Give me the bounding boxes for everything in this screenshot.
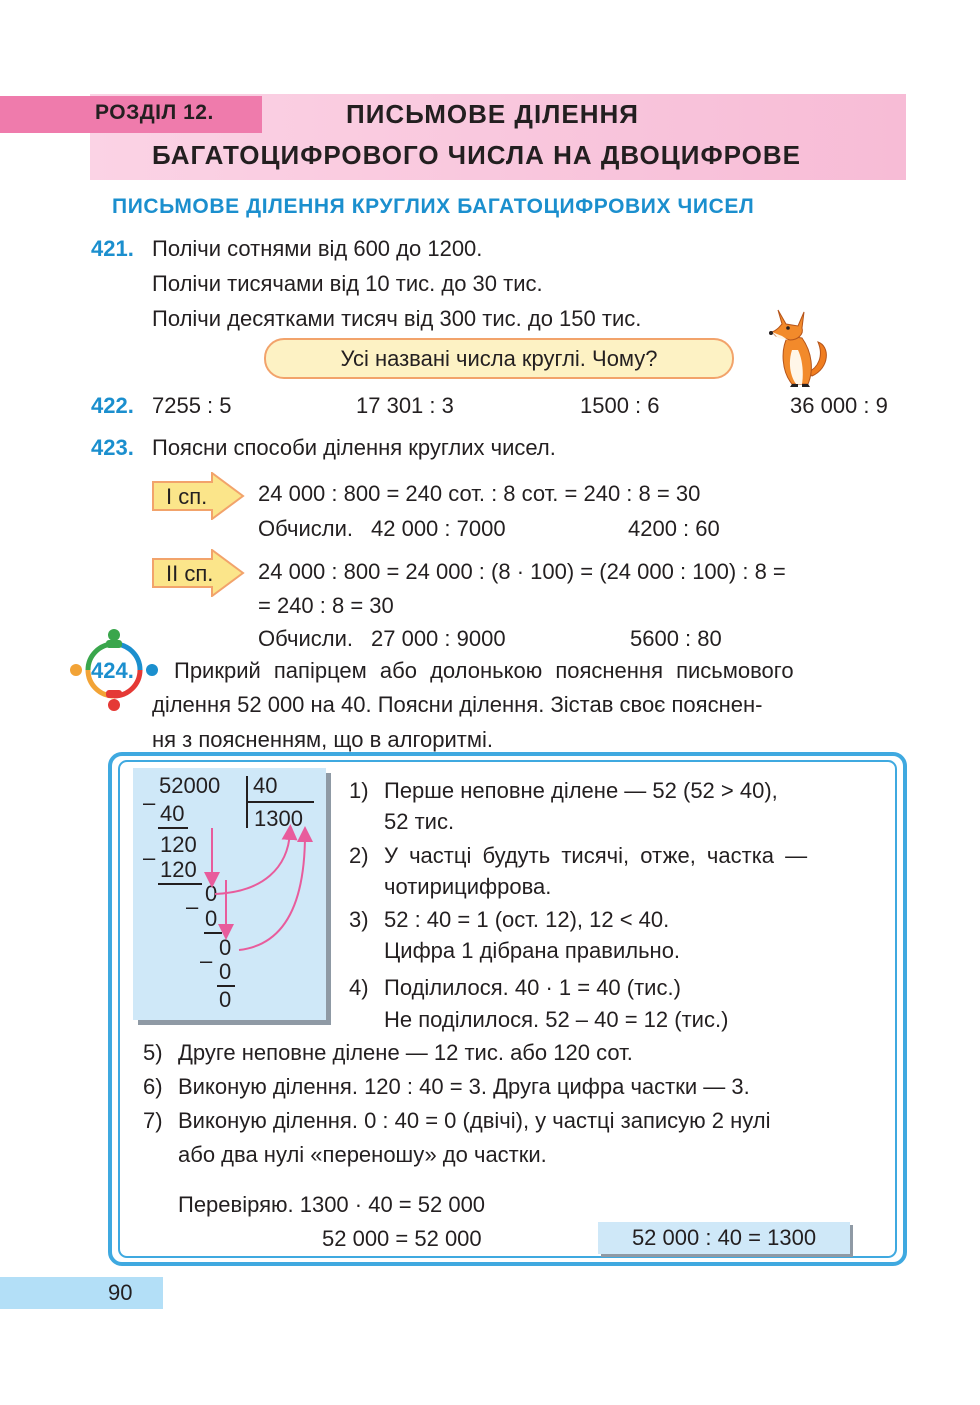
hint-text: Усі названі числа круглі. Чому?: [340, 346, 658, 371]
method2-calc-prefix: Обчисли.: [258, 626, 353, 651]
minus-sign-3: –: [186, 894, 199, 919]
step5-text: Друге неповне ділене — 12 тис. або 120 сот.: [178, 1040, 633, 1065]
subtrahend-2: 120: [160, 857, 197, 882]
quotient-arrow-2: [239, 834, 305, 950]
quotient: 1300: [254, 806, 303, 831]
exercise-number-422: 422.: [91, 393, 134, 418]
remainder-2: 0: [205, 881, 218, 906]
exercise-number-424: 424.: [91, 658, 134, 683]
method1-calc-b: 4200 : 60: [628, 516, 720, 541]
minus-sign-2: –: [143, 845, 156, 870]
check-line-a: Перевіряю. 1300 · 40 = 52 000: [178, 1192, 486, 1217]
check-line-b: 52 000 = 52 000: [322, 1226, 482, 1251]
ex424-line2: ділення 52 000 на 40. Поясни ділення. Зістав своє пояснен-: [152, 692, 763, 717]
step1-number: 1): [349, 778, 369, 803]
division-arrows: [133, 768, 326, 1020]
chapter-title-line1: ПИСЬМОВЕ ДІЛЕННЯ: [346, 99, 639, 129]
remainder-3: 0: [219, 935, 232, 960]
ex421-line2: Полічи тисячами від 10 тис. до 30 тис.: [152, 271, 543, 296]
subtrahend-4: 0: [219, 959, 232, 984]
ex421-line1: Полічи сотнями від 600 до 1200.: [152, 236, 483, 261]
ex422-item-4: 36 000 : 9: [790, 393, 888, 418]
step4-line-b: Не поділилося. 52 – 40 = 12 (тис.): [384, 1007, 729, 1032]
exercise-number-421: 421.: [91, 236, 134, 261]
step3-line-a: 52 : 40 = 1 (ост. 12), 12 < 40.: [384, 907, 670, 932]
ex424-line3: ня з поясненням, що в алгоритмі.: [152, 727, 493, 752]
method1-line1: 24 000 : 800 = 240 сот. : 8 сот. = 240 : 8 = 30: [258, 481, 701, 506]
method2-calc-a: 27 000 : 9000: [371, 626, 506, 651]
divisor: 40: [253, 773, 278, 798]
remainder-1: 120: [160, 832, 197, 857]
step7-line-a: Виконую ділення. 0 : 40 = 0 (двічі), у частці записую 2 нулі: [178, 1108, 771, 1133]
division-result: 52 000 : 40 = 1300: [631, 1225, 817, 1250]
step6-number: 6): [143, 1074, 163, 1099]
step2-line-a: У частці будуть тисячі, отже, частка —: [384, 843, 808, 868]
ex422-item-3: 1500 : 6: [580, 393, 660, 418]
subtrahend-1: 40: [160, 801, 185, 826]
step1-line-b: 52 тис.: [384, 809, 455, 834]
method1-calc-prefix: Обчисли.: [258, 516, 353, 541]
ex421-line3: Полічи десятками тисяч від 300 тис. до 150 тис.: [152, 306, 642, 331]
page-number: 90: [108, 1280, 133, 1305]
ex423-text: Поясни способи ділення круглих чисел.: [152, 435, 556, 460]
page-number-band: [0, 1277, 163, 1309]
step2-line-b: чотирицифрова.: [384, 874, 552, 899]
ex422-item-1: 7255 : 5: [152, 393, 232, 418]
step3-number: 3): [349, 907, 369, 932]
step7-line-b: або два нулі «переношу» до частки.: [178, 1142, 547, 1167]
chapter-title-line2: БАГАТОЦИФРОВОГО ЧИСЛА НА ДВОЦИФРОВЕ: [152, 140, 801, 170]
step4-number: 4): [349, 975, 369, 1000]
ex424-line1: Прикрий папірцем або долонькою пояснення письмового: [174, 658, 794, 683]
step3-line-b: Цифра 1 дібрана правильно.: [384, 938, 681, 963]
minus-sign-4: –: [200, 948, 213, 973]
step4-line-a: Поділилося. 40 · 1 = 40 (тис.): [384, 975, 681, 1000]
subtrahend-3: 0: [205, 906, 218, 931]
exercise-number-423: 423.: [91, 435, 134, 460]
step1-line-a: Перше неповне ділене — 52 (52 > 40),: [384, 778, 778, 803]
method1-arrow-label: [152, 472, 245, 520]
dividend: 52000: [159, 773, 221, 798]
method1-label: І сп.: [166, 484, 208, 509]
step7-number: 7): [143, 1108, 163, 1133]
minus-sign-1: –: [143, 790, 156, 815]
remainder-4: 0: [219, 987, 232, 1012]
division-result-box: [598, 1222, 850, 1254]
step2-number: 2): [349, 843, 369, 868]
fox-illustration: [768, 306, 830, 388]
method2-calc-b: 5600 : 80: [630, 626, 722, 651]
method1-calc-a: 42 000 : 7000: [371, 516, 506, 541]
section-tab: [0, 96, 262, 133]
step5-number: 5): [143, 1040, 163, 1065]
method2-line1: 24 000 : 800 = 24 000 : (8 · 100) = (24 000 : 100) : 8 =: [258, 559, 786, 584]
method2-arrow-label: [152, 549, 245, 597]
hint-note: [264, 338, 734, 379]
method2-line2: = 240 : 8 = 30: [258, 593, 394, 618]
lesson-subtitle: ПИСЬМОВЕ ДІЛЕННЯ КРУГЛИХ БАГАТОЦИФРОВИХ ЧИСЕЛ: [112, 195, 755, 218]
section-label: РОЗДІЛ 12.: [95, 101, 214, 124]
ex422-item-2: 17 301 : 3: [356, 393, 454, 418]
method2-label: ІІ сп.: [166, 561, 214, 586]
step6-text: Виконую ділення. 120 : 40 = 3. Друга цифра частки — 3.: [178, 1074, 750, 1099]
